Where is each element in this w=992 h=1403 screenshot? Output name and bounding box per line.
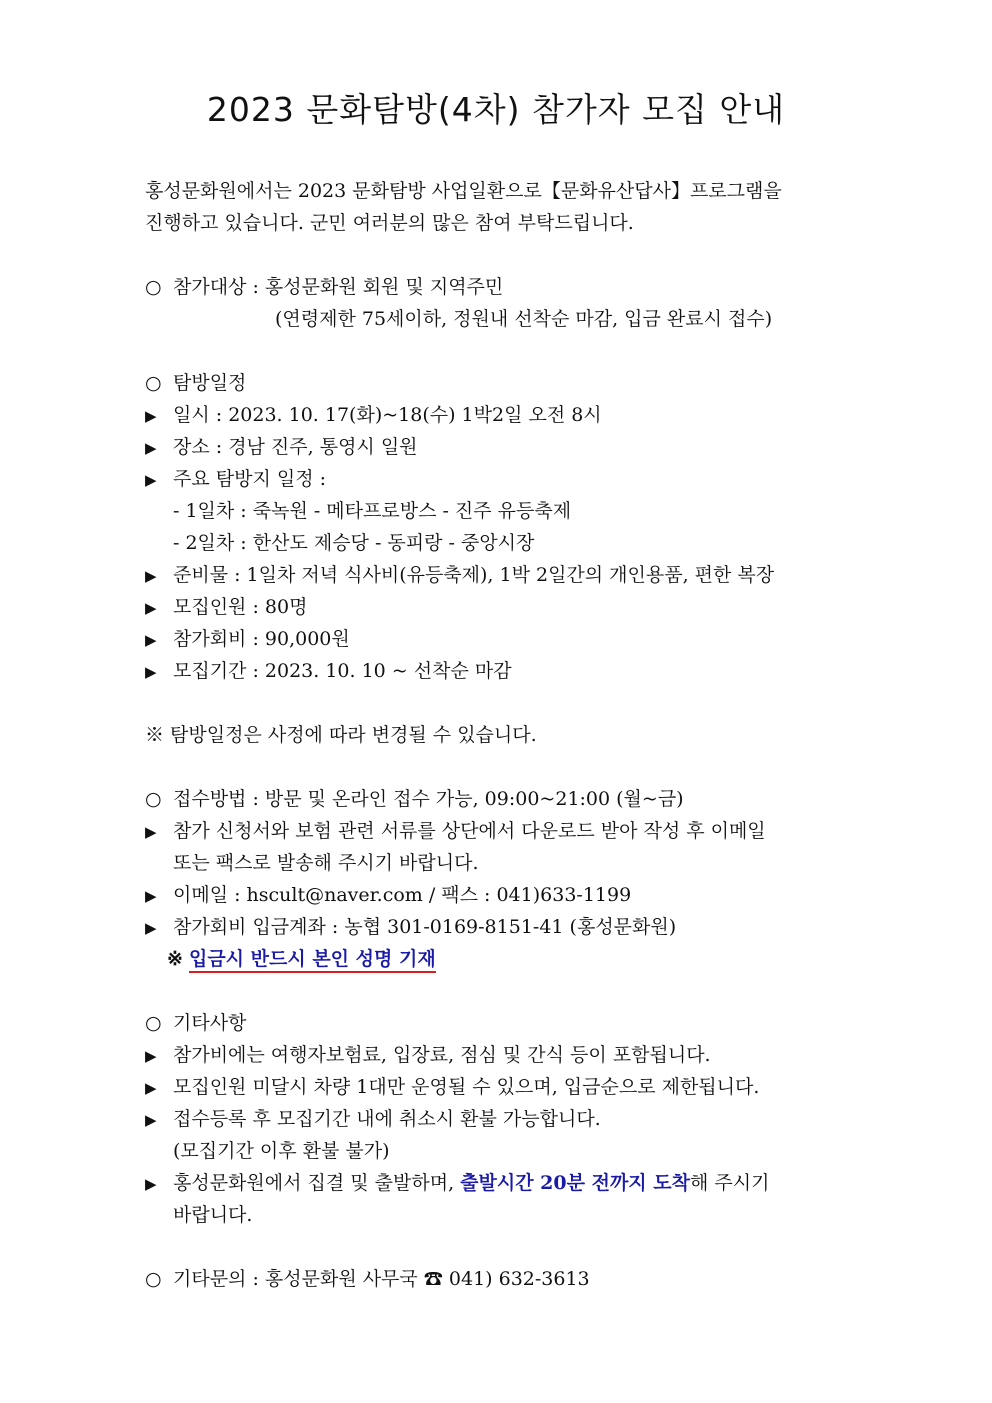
triangle-bullet-icon: ▶ xyxy=(145,1175,157,1193)
schedule-period xyxy=(145,655,845,687)
others-item-3-text: 접수등록 후 모집기간 내에 취소시 환불 가능합니다. xyxy=(173,1108,601,1130)
triangle-bullet-icon: ▶ xyxy=(145,1047,157,1065)
triangle-bullet-icon: ▶ xyxy=(145,887,157,905)
schedule-heading xyxy=(145,367,845,399)
application-contact-text: 이메일 : hscult@naver.com / 팩스 : 041)633-1199 xyxy=(173,884,632,906)
schedule-supplies-text: 준비물 : 1일차 저녁 식사비(유등축제), 1박 2일간의 개인용품, 편한 복장 xyxy=(173,564,775,586)
triangle-bullet-icon: ▶ xyxy=(145,567,157,585)
triangle-bullet-icon: ▶ xyxy=(145,663,157,681)
triangle-bullet-icon: ▶ xyxy=(145,439,157,457)
schedule-heading-label: 탐방일정 xyxy=(173,372,247,394)
triangle-bullet-icon: ▶ xyxy=(145,1111,157,1129)
schedule-period-text: 모집기간 : 2023. 10. 10 ~ 선착순 마감 xyxy=(173,660,512,682)
circle-bullet-icon: ○ xyxy=(145,788,162,810)
target-note: (연령제한 75세이하, 정원내 선착순 마감, 입금 완료시 접수) xyxy=(275,308,773,330)
reference-mark-icon: ※ xyxy=(167,948,183,970)
inquiry-label: 기타문의 : 홍성문화원 사무국 xyxy=(173,1268,418,1290)
triangle-bullet-icon: ▶ xyxy=(145,631,157,649)
circle-bullet-icon: ○ xyxy=(145,1268,162,1290)
schedule-itinerary xyxy=(145,463,845,495)
application-heading-label: 접수방법 : 방문 및 온라인 접수 가능, 09:00~21:00 (월~금) xyxy=(173,788,684,810)
others-item-2 xyxy=(145,1071,845,1103)
itinerary-day-2: - 2일차 : 한산도 제승당 - 동피랑 - 중앙시장 xyxy=(173,532,535,554)
others-item-3-cont: (모집기간 이후 환불 불가) xyxy=(173,1140,390,1162)
others-item-1 xyxy=(145,1039,845,1071)
schedule-fee xyxy=(145,623,845,655)
application-form xyxy=(145,815,845,847)
others-item-4-cont: 바랍니다. xyxy=(173,1204,253,1226)
application-form-cont: 또는 팩스로 발송해 주시기 바랍니다. xyxy=(173,852,479,874)
circle-bullet-icon: ○ xyxy=(145,276,162,298)
schedule-capacity xyxy=(145,591,845,623)
schedule-capacity-text: 모집인원 : 80명 xyxy=(173,596,308,618)
schedule-change-note: ※ 탐방일정은 사정에 따라 변경될 수 있습니다. xyxy=(145,724,537,746)
triangle-bullet-icon: ▶ xyxy=(145,919,157,937)
triangle-bullet-icon: ▶ xyxy=(145,823,157,841)
schedule-supplies xyxy=(145,559,845,591)
others-heading-label: 기타사항 xyxy=(173,1012,247,1034)
application-contact xyxy=(145,879,845,911)
schedule-place xyxy=(145,431,845,463)
others-item-4-post: 해 주시기 xyxy=(689,1172,770,1194)
intro-line-1: 홍성문화원에서는 2023 문화탐방 사업일환으로【문화유산답사】프로그램을 xyxy=(145,180,782,202)
circle-bullet-icon: ○ xyxy=(145,1012,162,1034)
deposit-notice-text: 입금시 반드시 본인 성명 기재 xyxy=(189,948,436,973)
intro-line-2: 진행하고 있습니다. 군민 여러분의 많은 참여 부탁드립니다. xyxy=(145,212,634,234)
schedule-date xyxy=(145,399,845,431)
target-label: 참가대상 : 홍성문화원 회원 및 지역주민 xyxy=(173,276,504,298)
others-item-2-text: 모집인원 미달시 차량 1대만 운영될 수 있으며, 입금순으로 제한됩니다. xyxy=(173,1076,760,1098)
others-item-3 xyxy=(145,1103,845,1135)
application-account-text: 참가회비 입금계좌 : 농협 301-0169-8151-41 (홍성문화원) xyxy=(173,916,677,938)
deposit-notice xyxy=(145,943,845,975)
inquiry-phone: 041) 632-3613 xyxy=(448,1268,590,1290)
others-item-4 xyxy=(145,1167,845,1199)
target-section xyxy=(145,271,845,303)
others-item-1-text: 참가비에는 여행자보험료, 입장료, 점심 및 간식 등이 포함됩니다. xyxy=(173,1044,711,1066)
triangle-bullet-icon: ▶ xyxy=(145,599,157,617)
triangle-bullet-icon: ▶ xyxy=(145,1079,157,1097)
schedule-date-text: 일시 : 2023. 10. 17(화)~18(수) 1박2일 오전 8시 xyxy=(173,404,602,426)
application-heading xyxy=(145,783,845,815)
application-account xyxy=(145,911,845,943)
application-form-text: 참가 신청서와 보험 관련 서류를 상단에서 다운로드 받아 작성 후 이메일 xyxy=(173,820,766,842)
others-heading xyxy=(145,1007,845,1039)
schedule-place-text: 장소 : 경남 진주, 통영시 일원 xyxy=(173,436,418,458)
document-body xyxy=(145,175,845,1295)
triangle-bullet-icon: ▶ xyxy=(145,471,157,489)
others-item-4-pre: 홍성문화원에서 집결 및 출발하며, xyxy=(173,1172,461,1194)
itinerary-day-1: - 1일차 : 죽녹원 - 메타프로방스 - 진주 유등축제 xyxy=(173,500,572,522)
triangle-bullet-icon: ▶ xyxy=(145,407,157,425)
phone-icon: ☎ xyxy=(423,1268,443,1290)
inquiry-section xyxy=(145,1263,845,1295)
schedule-itinerary-label: 주요 탐방지 일정 : xyxy=(173,468,326,490)
arrival-time-emphasis: 출발시간 20분 전까지 도착 xyxy=(460,1172,690,1194)
schedule-fee-text: 참가회비 : 90,000원 xyxy=(173,628,350,650)
page-title: 2023 문화탐방(4차) 참가자 모집 안내 xyxy=(206,90,786,129)
circle-bullet-icon: ○ xyxy=(145,372,162,394)
